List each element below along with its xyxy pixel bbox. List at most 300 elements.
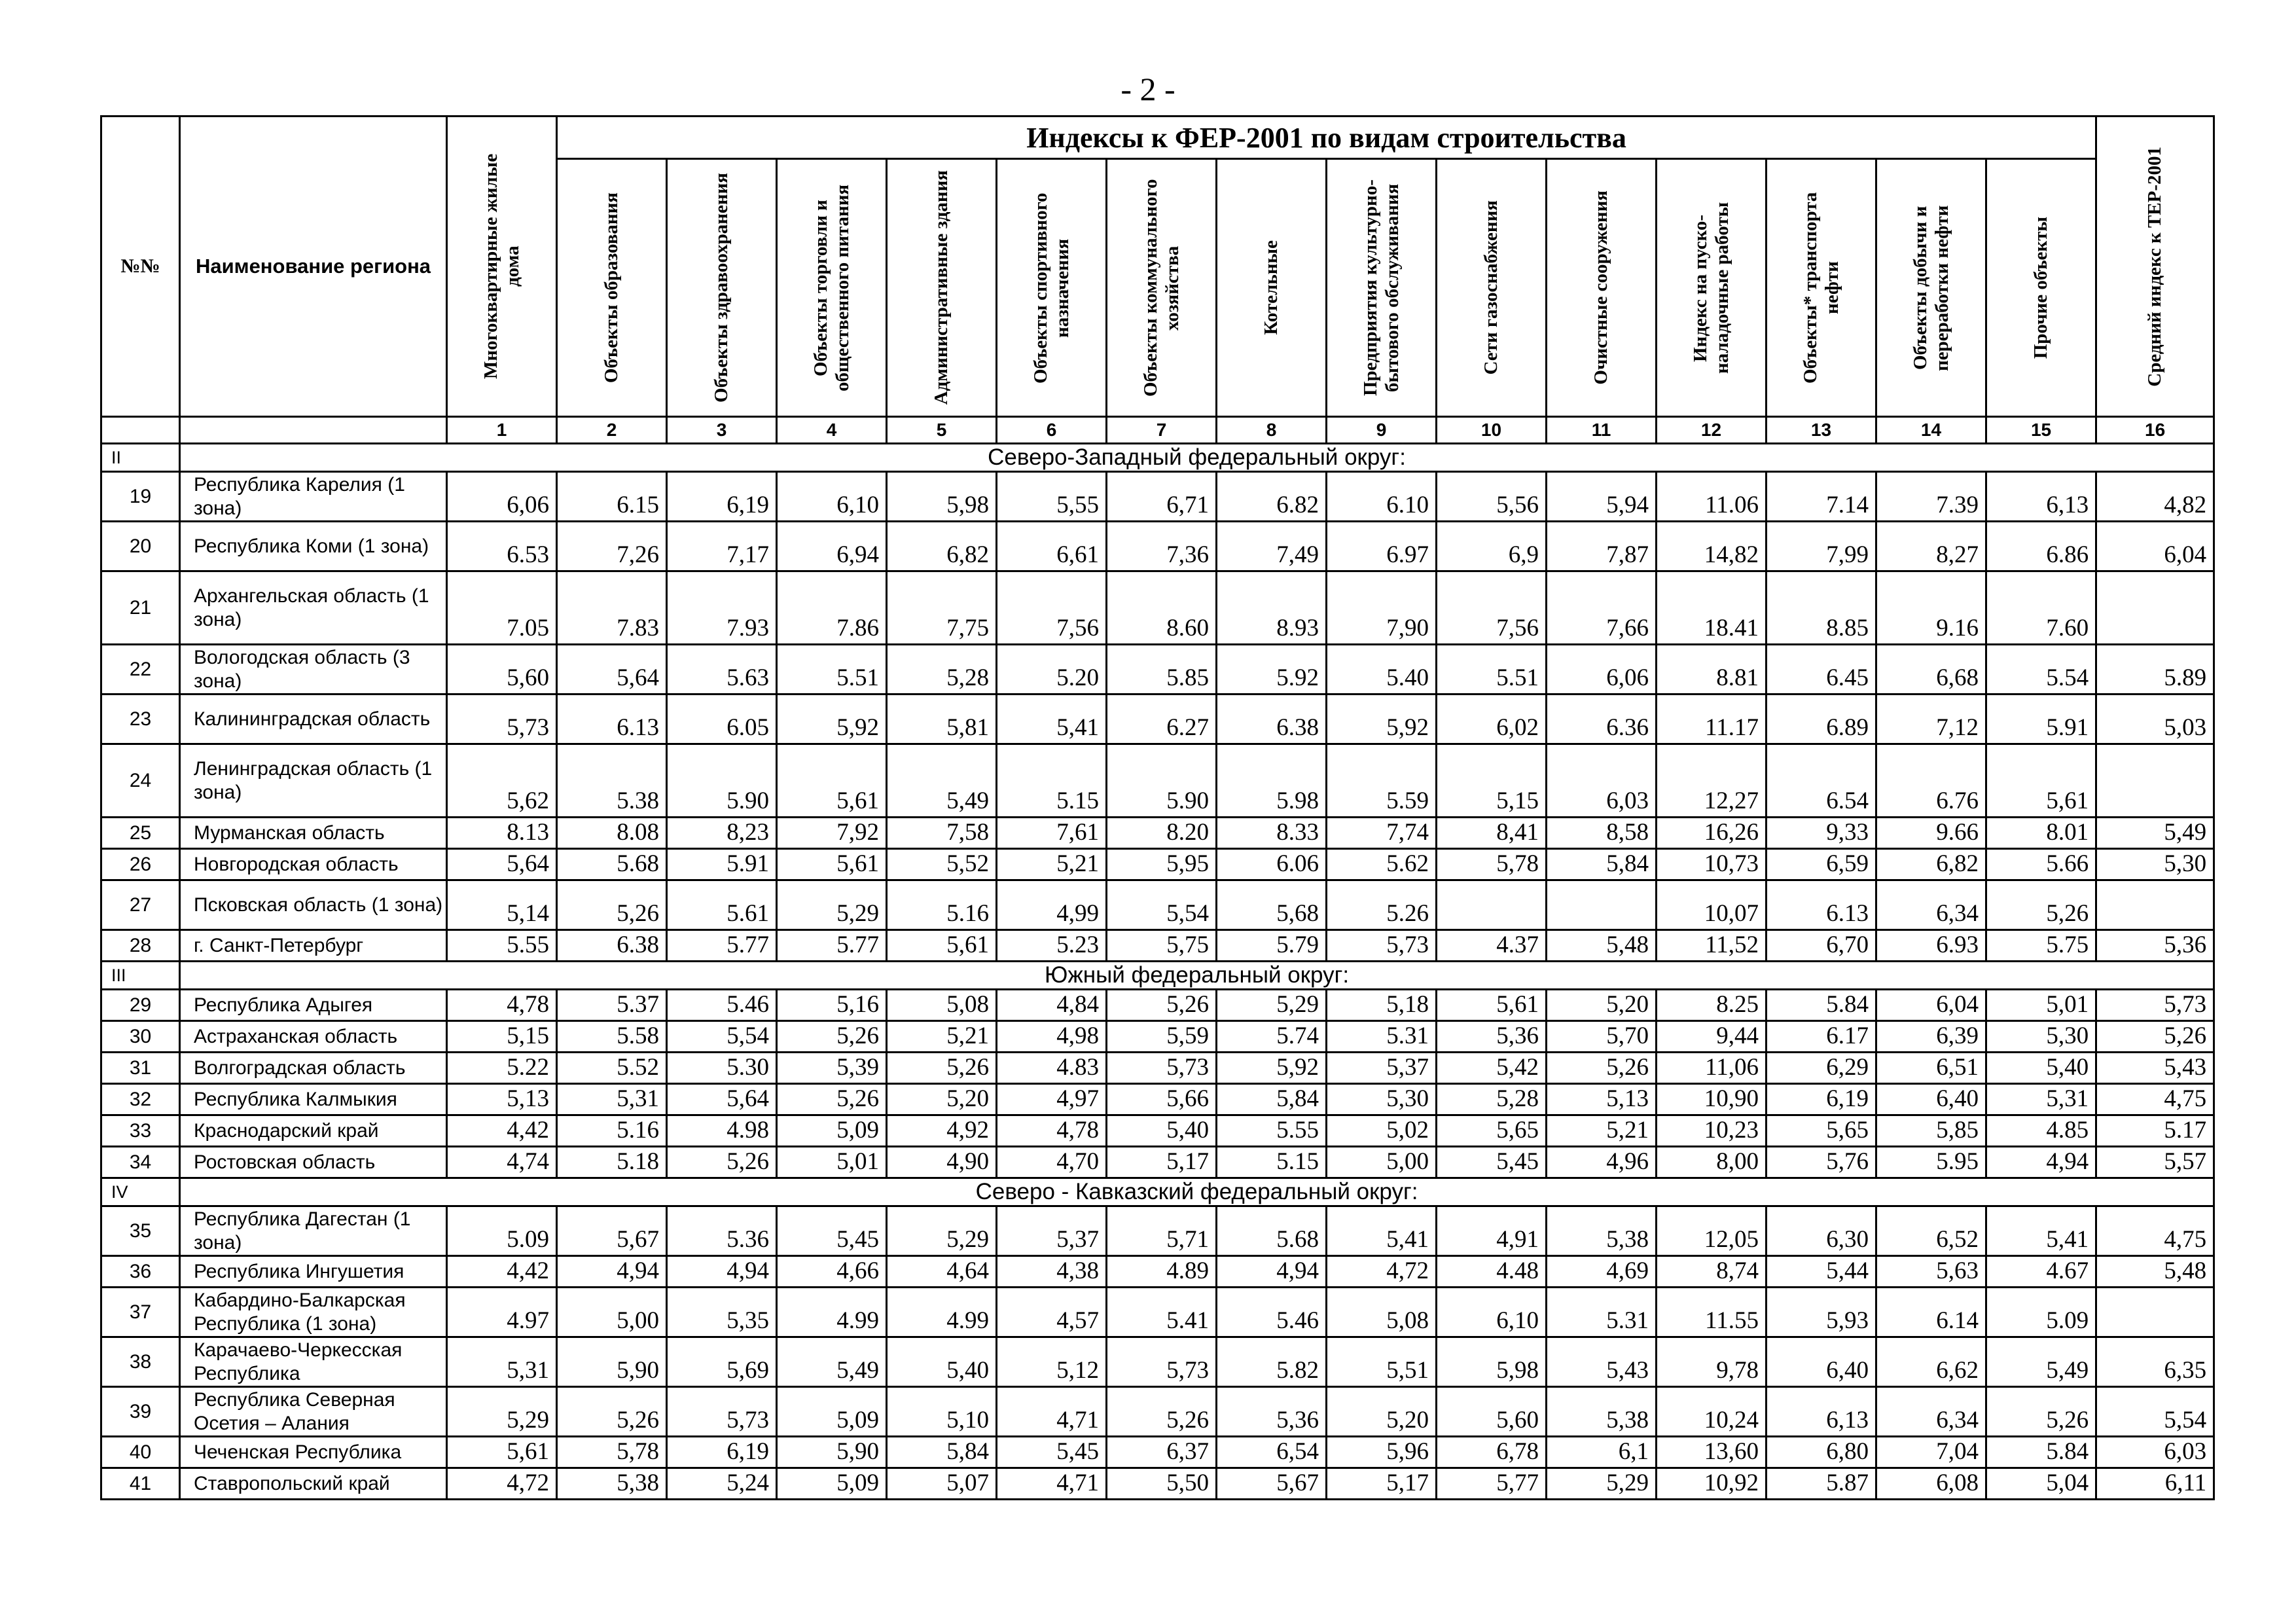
index-value: 5,09 [777,1387,887,1437]
index-value: 5,08 [1327,1288,1437,1337]
index-value: 5,28 [887,645,997,695]
index-value: 5.26 [1327,880,1437,930]
region-name: Республика Дагестан (1 зона) [180,1206,447,1256]
index-value: 8,27 [1876,522,1986,571]
index-value: 4,82 [2096,472,2214,522]
index-value: 6.13 [1767,880,1876,930]
index-value: 5.59 [1327,744,1437,818]
index-value: 5,67 [1217,1468,1327,1500]
index-value: 5.58 [557,1021,667,1053]
index-value: 5,29 [777,880,887,930]
index-value: 4,72 [1327,1256,1437,1288]
column-header [887,159,997,417]
index-value: 5.84 [1767,990,1876,1021]
index-value: 5,57 [2096,1147,2214,1178]
index-value: 5.51 [777,645,887,695]
index-value: 8.13 [447,818,557,849]
index-value: 5.46 [667,990,777,1021]
index-value: 6,54 [1217,1437,1327,1468]
index-value: 5,61 [887,930,997,962]
index-value: 5,30 [2096,849,2214,880]
index-value: 5,15 [447,1021,557,1053]
index-value: 4,99 [997,880,1107,930]
region-name: Псковская область (1 зона) [180,880,447,930]
table-row [101,1387,2214,1437]
region-name: Республика Адыгея [180,990,447,1021]
column-header-label: Очистные сооружения [1590,190,1611,385]
index-value: 5,31 [557,1084,667,1115]
index-value: 5,49 [777,1337,887,1387]
column-header-label: Прочие объекты [2030,216,2052,359]
index-value: 5,14 [447,880,557,930]
index-value: 5,13 [447,1084,557,1115]
index-value: 5,61 [777,744,887,818]
index-value: 5,63 [1876,1256,1986,1288]
index-value: 4.85 [1986,1115,2096,1147]
index-value: 14,82 [1657,522,1767,571]
index-value: 5.87 [1767,1468,1876,1500]
index-value: 4.89 [1107,1256,1217,1288]
index-value: 6.10 [1327,472,1437,522]
index-value: 18.41 [1657,571,1767,645]
row-number: 35 [101,1206,180,1256]
index-value: 6.14 [1876,1288,1986,1337]
index-value: 6.97 [1327,522,1437,571]
index-value: 5,73 [1327,930,1437,962]
index-value: 5,77 [1437,1468,1547,1500]
row-number: 21 [101,571,180,645]
index-value: 7.39 [1876,472,1986,522]
column-header [1217,159,1327,417]
region-name: Новгородская область [180,849,447,880]
index-value: 5,17 [1327,1468,1437,1500]
index-value: 6,19 [667,472,777,522]
index-value: 7.86 [777,571,887,645]
index-value: 4,98 [997,1021,1107,1053]
index-value: 11.17 [1657,695,1767,744]
table-row [101,1053,2214,1084]
index-value: 5,65 [1437,1115,1547,1147]
index-value: 5,41 [1986,1206,2096,1256]
index-value: 11.55 [1657,1288,1767,1337]
index-value: 5.66 [1986,849,2096,880]
table-row [101,1468,2214,1500]
index-value: 5,29 [1217,990,1327,1021]
index-value: 8.25 [1657,990,1767,1021]
index-value: 5.63 [667,645,777,695]
table-row [101,1437,2214,1468]
index-value: 5,52 [887,849,997,880]
index-value: 5,21 [1547,1115,1657,1147]
row-number: 28 [101,930,180,962]
table-row [101,472,2214,522]
index-value: 5.85 [1107,645,1217,695]
index-value: 5.91 [667,849,777,880]
index-value: 5,13 [1547,1084,1657,1115]
index-value: 6,37 [1107,1437,1217,1468]
index-value: 9,33 [1767,818,1876,849]
index-value: 4,91 [1437,1206,1547,1256]
index-value: 4,42 [447,1256,557,1288]
index-value: 5,09 [777,1468,887,1500]
index-value: 5,60 [447,645,557,695]
index-value: 5,04 [1986,1468,2096,1500]
index-value: 7.83 [557,571,667,645]
column-number: 14 [1876,417,1986,444]
index-value: 5,21 [997,849,1107,880]
index-value: 4,94 [1217,1256,1327,1288]
index-value [1547,880,1657,930]
index-value: 5.46 [1217,1288,1327,1337]
index-value: 4.37 [1437,930,1547,962]
index-value: 5.90 [667,744,777,818]
index-value: 5,30 [1986,1021,2096,1053]
index-value: 5,00 [1327,1147,1437,1178]
index-value: 5,81 [887,695,997,744]
index-value: 5,76 [1767,1147,1876,1178]
index-value: 5,26 [557,1387,667,1437]
column-number: 13 [1767,417,1876,444]
index-value: 5,64 [447,849,557,880]
row-number: 39 [101,1387,180,1437]
index-value: 8.01 [1986,818,2096,849]
index-value [1437,880,1547,930]
column-number: 15 [1986,417,2096,444]
index-value: 6,04 [1876,990,1986,1021]
section-row [101,444,2214,472]
row-number: 31 [101,1053,180,1084]
index-value: 5.36 [667,1206,777,1256]
index-value: 4,94 [667,1256,777,1288]
index-value: 5,43 [1547,1337,1657,1387]
index-value: 7,56 [1437,571,1547,645]
section-row [101,1178,2214,1206]
column-header-label: Объекты спортивного назначения [1030,192,1073,384]
index-value: 6,19 [667,1437,777,1468]
region-name: Ставропольский край [180,1468,447,1500]
index-value: 5,84 [887,1437,997,1468]
column-header-label: Объекты здравоохранения [711,173,732,403]
index-value: 5,54 [667,1021,777,1053]
index-value: 6,30 [1767,1206,1876,1256]
column-number: 10 [1437,417,1547,444]
section-number: IV [101,1178,180,1206]
region-name: Мурманская область [180,818,447,849]
column-number-blank [101,417,180,444]
column-header-label: Сети газоснабжения [1480,200,1501,375]
column-header [1547,159,1657,417]
index-value: 5,08 [887,990,997,1021]
index-value: 5.09 [447,1206,557,1256]
index-value: 7,56 [997,571,1107,645]
index-value: 10,24 [1657,1387,1767,1437]
index-value: 5.90 [1107,744,1217,818]
index-value: 5,62 [447,744,557,818]
index-value: 7,17 [667,522,777,571]
index-value: 6,19 [1767,1084,1876,1115]
index-value: 5,68 [1217,880,1327,930]
index-value: 5,02 [1327,1115,1437,1147]
index-value: 6.86 [1986,522,2096,571]
index-value: 6,68 [1876,645,1986,695]
index-value: 7,26 [557,522,667,571]
index-value: 6,13 [1767,1387,1876,1437]
region-name: Астраханская область [180,1021,447,1053]
index-value: 4,74 [447,1147,557,1178]
table-row [101,1256,2214,1288]
index-value: 5,90 [777,1437,887,1468]
index-value: 7,66 [1547,571,1657,645]
row-number: 25 [101,818,180,849]
region-name: Республика Калмыкия [180,1084,447,1115]
region-name: Чеченская Республика [180,1437,447,1468]
index-value: 5,26 [1986,880,2096,930]
region-name: Архангельская область (1 зона) [180,571,447,645]
index-value: 5,54 [2096,1387,2214,1437]
index-value: 5.18 [557,1147,667,1178]
index-value: 5,65 [1767,1115,1876,1147]
index-value: 5,59 [1107,1021,1217,1053]
index-value: 5,45 [1437,1147,1547,1178]
index-value: 5,26 [2096,1021,2214,1053]
region-name: Волгоградская область [180,1053,447,1084]
row-number: 23 [101,695,180,744]
index-value: 5,51 [1327,1337,1437,1387]
index-value: 5.41 [1107,1288,1217,1337]
index-value: 5,40 [1107,1115,1217,1147]
column-header-label: Объекты образования [601,192,622,384]
index-value: 5,31 [1986,1084,2096,1115]
index-value: 4,94 [1986,1147,2096,1178]
column-header-label: Многоквартирные жилые дома [480,153,523,380]
index-value: 7.60 [1986,571,2096,645]
index-value: 5,26 [887,1053,997,1084]
index-value: 5,73 [447,695,557,744]
index-value: 5.37 [557,990,667,1021]
index-value: 5,73 [1107,1337,1217,1387]
index-value: 6,82 [1876,849,1986,880]
index-value: 5,31 [447,1337,557,1387]
index-value: 4,90 [887,1147,997,1178]
row-number: 40 [101,1437,180,1468]
index-value: 6,78 [1437,1437,1547,1468]
region-name: Кабардино-Балкарская Республика (1 зона) [180,1288,447,1337]
index-value: 5.62 [1327,849,1437,880]
column-header [1876,159,1986,417]
index-value: 5.40 [1327,645,1437,695]
index-value: 5,64 [667,1084,777,1115]
index-value: 6.27 [1107,695,1217,744]
index-value: 4.98 [667,1115,777,1147]
index-value: 5,29 [447,1387,557,1437]
index-value: 6,03 [1547,744,1657,818]
index-value: 5,01 [1986,990,2096,1021]
region-name: Карачаево-Черкесская Республика [180,1337,447,1387]
index-value: 5,39 [777,1053,887,1084]
index-value: 8,23 [667,818,777,849]
index-value: 5.75 [1986,930,2096,962]
index-value: 5.61 [667,880,777,930]
index-value: 6,71 [1107,472,1217,522]
index-value: 5.95 [1876,1147,1986,1178]
index-value: 6,9 [1437,522,1547,571]
index-value: 5.52 [557,1053,667,1084]
index-value: 4,64 [887,1256,997,1288]
column-number: 3 [667,417,777,444]
index-value: 5,36 [1217,1387,1327,1437]
row-number: 41 [101,1468,180,1500]
index-value: 5,37 [1327,1053,1437,1084]
index-value: 4.83 [997,1053,1107,1084]
index-value: 5.55 [1217,1115,1327,1147]
index-value [2096,571,2214,645]
index-value: 5,69 [667,1337,777,1387]
column-header-label: Средний индекс к ТЕР-2001 [2144,146,2166,387]
row-number: 33 [101,1115,180,1147]
region-name: Вологодская область (3 зона) [180,645,447,695]
table-row [101,1337,2214,1387]
index-value: 5.16 [557,1115,667,1147]
index-value: 6.38 [557,930,667,962]
construction-index-table [100,115,2215,1500]
column-header [447,117,557,417]
index-value: 5,98 [887,472,997,522]
column-header-label: Предприятия культурно-бытового обслуживания [1359,179,1403,396]
index-value: 4.97 [447,1288,557,1337]
index-value: 5,03 [2096,695,2214,744]
index-value: 4,97 [997,1084,1107,1115]
column-number: 9 [1327,417,1437,444]
index-value: 4,70 [997,1147,1107,1178]
index-value: 11,52 [1657,930,1767,962]
index-value: 5.84 [1986,1437,2096,1468]
index-value: 4,38 [997,1256,1107,1288]
index-value: 12,05 [1657,1206,1767,1256]
index-value: 5,92 [1327,695,1437,744]
index-value: 5,92 [777,695,887,744]
index-value: 6,1 [1547,1437,1657,1468]
index-value: 13,60 [1657,1437,1767,1468]
index-value: 6,06 [447,472,557,522]
index-value: 5,35 [667,1288,777,1337]
column-header [1437,159,1547,417]
index-value: 5,61 [777,849,887,880]
column-header [2096,117,2214,417]
table-row [101,1084,2214,1115]
index-value: 6.89 [1767,695,1876,744]
index-value: 11.06 [1657,472,1767,522]
index-value: 5,45 [777,1206,887,1256]
index-value: 6,59 [1767,849,1876,880]
row-number: 37 [101,1288,180,1337]
index-value: 7,04 [1876,1437,1986,1468]
index-value: 8,58 [1547,818,1657,849]
index-value: 5,75 [1107,930,1217,962]
row-number: 34 [101,1147,180,1178]
index-value: 5,48 [2096,1256,2214,1288]
index-value: 5.77 [667,930,777,962]
index-value: 10,07 [1657,880,1767,930]
column-header-label: Объекты коммунального хозяйства [1139,179,1183,397]
index-value: 10,90 [1657,1084,1767,1115]
index-value: 7.93 [667,571,777,645]
index-value: 4,57 [997,1288,1107,1337]
header-group-title: Индексы к ФЕР-2001 по видам строительства [557,117,2096,159]
table-row [101,818,2214,849]
index-value: 5,01 [777,1147,887,1178]
index-value: 8.20 [1107,818,1217,849]
index-value: 6,51 [1876,1053,1986,1084]
index-value: 5,60 [1437,1387,1547,1437]
index-value: 16,26 [1657,818,1767,849]
index-value: 6,39 [1876,1021,1986,1053]
index-value: 5.92 [1217,645,1327,695]
index-value: 9,78 [1657,1337,1767,1387]
row-number: 24 [101,744,180,818]
index-value: 4,78 [447,990,557,1021]
index-value: 8.81 [1657,645,1767,695]
index-value: 6.53 [447,522,557,571]
index-value: 5,20 [1547,990,1657,1021]
index-value: 5.98 [1217,744,1327,818]
index-value: 4,71 [997,1387,1107,1437]
index-value [2096,1288,2214,1337]
index-value: 7,90 [1327,571,1437,645]
index-value: 5,98 [1437,1337,1547,1387]
index-value: 5,42 [1437,1053,1547,1084]
index-value: 5,40 [887,1337,997,1387]
column-number: 12 [1657,417,1767,444]
index-value: 5,38 [557,1468,667,1500]
column-number: 16 [2096,417,2214,444]
index-value: 5.77 [777,930,887,962]
index-value: 6,94 [777,522,887,571]
index-value: 7.14 [1767,472,1876,522]
column-header-label: Объекты* транспорта нефти [1799,192,1842,384]
index-value: 4,84 [997,990,1107,1021]
row-number: 20 [101,522,180,571]
index-value: 5,17 [1107,1147,1217,1178]
index-value: 5,49 [2096,818,2214,849]
index-value: 6.93 [1876,930,1986,962]
index-value: 5.55 [447,930,557,962]
column-header [777,159,887,417]
column-number: 8 [1217,417,1327,444]
index-value: 4,75 [2096,1084,2214,1115]
region-name: Республика Коми (1 зона) [180,522,447,571]
index-value: 5,85 [1876,1115,1986,1147]
index-value: 6,82 [887,522,997,571]
index-value: 5.31 [1547,1288,1657,1337]
index-value: 7,61 [997,818,1107,849]
index-value: 5.74 [1217,1021,1327,1053]
index-value: 10,92 [1657,1468,1767,1500]
index-value: 5,21 [887,1021,997,1053]
index-value: 5,78 [1437,849,1547,880]
index-value: 5,20 [887,1084,997,1115]
index-value: 5,94 [1547,472,1657,522]
index-value: 5,61 [447,1437,557,1468]
index-value: 5.82 [1217,1337,1327,1387]
index-value: 5.15 [1217,1147,1327,1178]
index-value: 8,00 [1657,1147,1767,1178]
index-value: 5,84 [1547,849,1657,880]
row-number: 29 [101,990,180,1021]
index-value: 6,40 [1767,1337,1876,1387]
index-value: 5,40 [1986,1053,2096,1084]
index-value: 5,56 [1437,472,1547,522]
index-value: 6,34 [1876,1387,1986,1437]
